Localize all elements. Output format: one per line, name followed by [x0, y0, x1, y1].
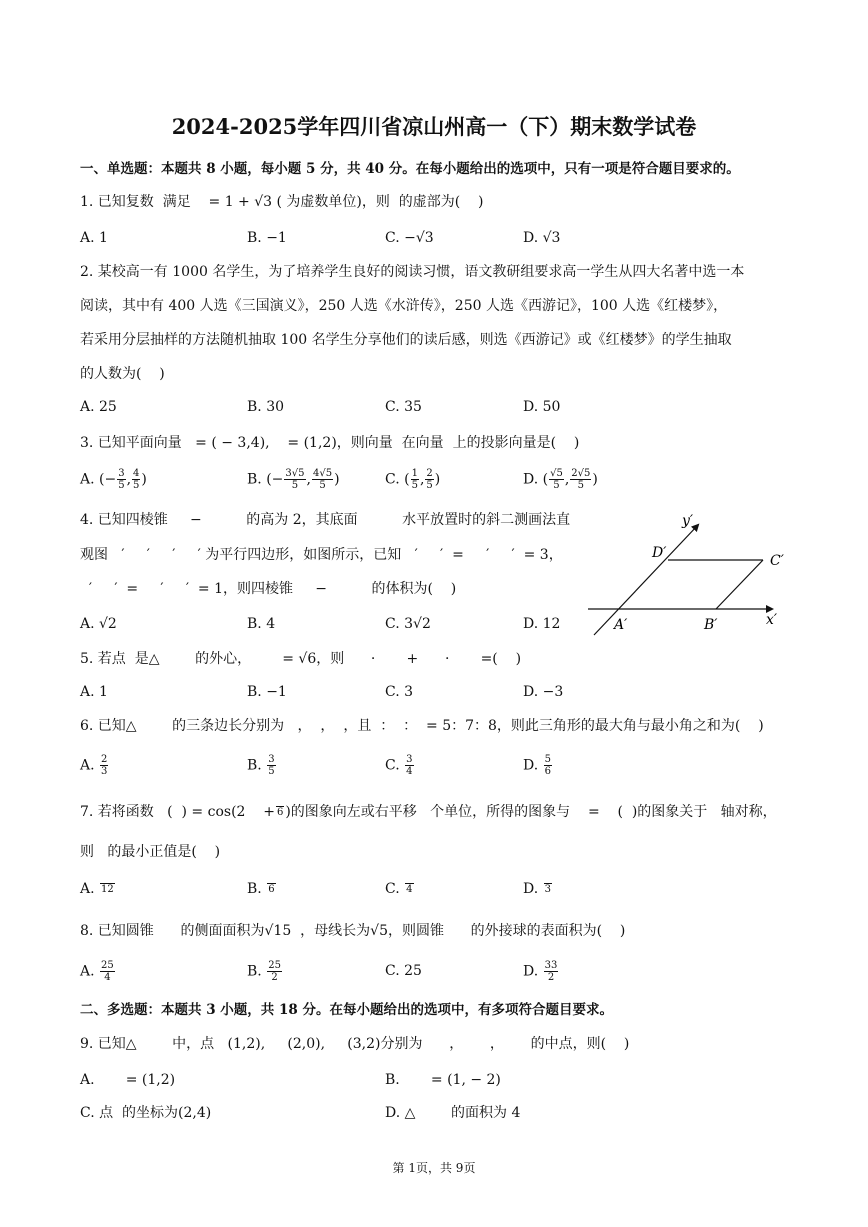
option-prefix: C. [385, 757, 405, 774]
denominator: 5 [319, 480, 326, 491]
separator: , [126, 471, 132, 488]
question-3-option-c [385, 468, 440, 491]
question-6-option-d [523, 754, 553, 777]
y-axis-line [594, 525, 698, 635]
fraction [405, 754, 413, 777]
question-7-option-d [523, 880, 553, 898]
denominator: 5 [577, 480, 585, 491]
denominator: 3 [101, 766, 108, 777]
question-7-stem [80, 803, 777, 821]
denominator: 4 [406, 884, 413, 895]
numerator: 4 [133, 468, 140, 479]
numerator: 2 [426, 468, 433, 479]
numerator: 25 [101, 960, 114, 971]
question-2-option-b: B. 30 [247, 399, 285, 415]
denominator: 5 [553, 480, 560, 491]
question-7-line-2: 则 的最小正值是( ) [80, 844, 221, 860]
label-a-prime: A′ [614, 617, 628, 633]
separator: , [306, 471, 311, 488]
question-7-option-c [385, 880, 415, 898]
label-x-prime: x′ [766, 612, 778, 628]
option-prefix: D. [523, 881, 543, 897]
question-4-line-3: ′ ′ = ′ ′ = 1，则四棱锥 − 的体积为( ) [80, 581, 457, 597]
option-prefix: C. ( [385, 471, 410, 488]
option-suffix: ) [592, 471, 598, 488]
fraction [100, 754, 108, 777]
fraction [425, 468, 433, 491]
option-prefix: C. [385, 881, 405, 897]
fraction [284, 468, 305, 491]
question-9-option-d: D. △ 的面积为 4 [385, 1105, 521, 1121]
option-prefix: B. [247, 881, 267, 897]
fraction [544, 754, 552, 777]
question-8-stem: 8. 已知圆锥 的侧面面积为√15 ，母线长为√5，则圆锥 的外接球的表面积为( ) [80, 923, 626, 939]
fraction [132, 468, 140, 491]
question-3-option-a [80, 468, 147, 491]
question-4-line-2: 观图 ′ ′ ′ ′ 为平行四边形，如图所示，已知 ′ ′ = ′ ′ = 3， [80, 547, 563, 563]
denominator: 3 [544, 884, 552, 895]
denominator: 5 [426, 480, 433, 491]
question-5-option-d: D. −3 [523, 684, 564, 700]
denominator: 12 [101, 884, 114, 895]
question-2-line-1: 2. 某校高一有 1000 名学生，为了培养学生良好的阅读习惯，语文教研组要求高一学生从四大名著中选一本 [80, 264, 745, 280]
question-7-option-a [80, 880, 116, 898]
option-prefix: B. [247, 757, 267, 774]
fraction [405, 883, 413, 895]
question-4-option-c: C. 3√2 [385, 616, 431, 632]
question-8-option-c: C. 25 [385, 963, 422, 979]
fraction [117, 468, 125, 491]
question-9-option-b: B. = (1, − 2) [385, 1072, 501, 1088]
numerator: 3√5 [285, 468, 305, 479]
question-1-option-d: D. √3 [523, 230, 561, 246]
question-6-option-b [247, 754, 277, 777]
numerator: 2√5 [571, 468, 591, 479]
numerator: 5 [544, 754, 552, 765]
option-prefix: D. ( [523, 471, 549, 488]
fraction [100, 883, 115, 895]
question-4-option-d: D. 12 [523, 616, 561, 632]
stem-part-b: )的图象向左或右平移 个单位，所得的图象与 = ( )的图象关于 轴对称， [285, 804, 777, 820]
denominator: 4 [104, 972, 111, 983]
fraction [411, 468, 419, 491]
fraction [544, 960, 559, 983]
oblique-parallelogram-figure [580, 505, 790, 640]
question-7-option-b [247, 880, 277, 898]
numerator: √5 [550, 468, 563, 479]
option-prefix: A. [80, 963, 100, 980]
option-prefix: B. (− [247, 471, 284, 488]
numerator: 3 [118, 468, 125, 479]
fraction [267, 754, 275, 777]
denominator: 5 [411, 480, 418, 491]
denominator: 5 [133, 480, 140, 491]
option-prefix: D. [523, 757, 543, 774]
option-prefix: A. [80, 757, 100, 774]
option-suffix: ) [141, 471, 147, 488]
option-prefix: A. [80, 881, 100, 897]
question-9-option-c: C. 点 的坐标为(2,4) [80, 1105, 212, 1121]
question-1-stem: 1. 已知复数 满足 = 1 + √3 ( 为虚数单位)，则 的虚部为( ) [80, 194, 484, 210]
numerator: 1 [411, 468, 418, 479]
question-3-stem: 3. 已知平面向量 = ( − 3,4), = (1,2)，则向量 在向量 上的投影向量是( ) [80, 435, 580, 451]
denominator: 5 [291, 480, 299, 491]
question-4-option-b: B. 4 [247, 616, 276, 632]
section-heading-multiple-choice: 二、多选题：本题共 3 小题，共 18 分。在每小题给出的选项中，有多项符合题目要求。 [80, 1002, 613, 1018]
question-3-option-d [523, 468, 598, 491]
numerator: 33 [544, 960, 558, 971]
fraction [570, 468, 591, 491]
question-5-option-c: C. 3 [385, 684, 414, 700]
stem-part-a: 7. 若将函数 ( ) = cos(2 + [80, 804, 275, 820]
denominator: 6 [544, 766, 552, 777]
question-4-line-1: 4. 已知四棱锥 − 的高为 2，其底面 水平放置时的斜二测画法直 [80, 512, 571, 528]
fraction [267, 960, 282, 983]
question-2-line-2: 阅读，其中有 400 人选《三国演义》，250 人选《水浒传》，250 人选《西游记》，100 人选《红楼梦》， [80, 298, 728, 314]
option-prefix: D. [523, 963, 543, 980]
fraction [100, 960, 115, 983]
question-9-stem: 9. 已知△ 中，点 (1,2), (2,0), (3,2)分别为 ， ， 的中点，则( ) [80, 1036, 630, 1052]
question-9-option-a: A. = (1,2) [80, 1072, 176, 1088]
label-c-prime: C′ [770, 553, 784, 569]
question-6-stem: 6. 已知△ 的三条边长分别为 ， ， ，且 ： ： = 5：7：8，则此三角形的最大角与最小角之和为( ) [80, 718, 764, 734]
question-2-option-d: D. 50 [523, 399, 561, 415]
numerator: 3 [268, 754, 275, 765]
question-3-option-b [247, 468, 340, 491]
denominator: 2 [547, 972, 555, 983]
denominator: 6 [268, 884, 275, 895]
fraction [312, 468, 333, 491]
page-title: 2024-2025学年四川省凉山州高一（下）期末数学试卷 [171, 114, 697, 139]
denominator: 5 [118, 480, 125, 491]
option-prefix: B. [247, 963, 267, 980]
numerator: 4√5 [312, 468, 333, 479]
fraction [276, 806, 284, 818]
question-2-line-3: 若采用分层抽样的方法随机抽取 100 名学生分享他们的读后感，则选《西游记》或《红楼梦》的学生抽取 [80, 332, 732, 348]
label-d-prime: D′ [652, 545, 667, 561]
question-1-option-b: B. −1 [247, 230, 287, 246]
denominator: 6 [276, 807, 284, 818]
option-suffix: ) [334, 471, 340, 488]
numerator: 3 [406, 754, 413, 765]
denominator: 4 [406, 766, 413, 777]
question-2-line-4: 的人数为( ) [80, 366, 165, 382]
fraction [267, 883, 275, 895]
question-1-option-c: C. −√3 [385, 230, 434, 246]
question-4-option-a: A. √2 [80, 616, 117, 632]
separator: , [419, 471, 425, 488]
section-heading-single-choice: 一、单选题：本题共 8 小题，每小题 5 分，共 40 分。在每小题给出的选项中，只有一项是符合题目要求的。 [80, 161, 740, 177]
label-y-prime: y′ [682, 513, 694, 529]
question-8-option-b [247, 960, 283, 983]
fraction [544, 883, 552, 895]
option-suffix: ) [434, 471, 441, 488]
question-6-option-a [80, 754, 109, 777]
question-5-option-b: B. −1 [247, 684, 287, 700]
denominator: 2 [271, 972, 278, 983]
separator: , [564, 471, 570, 488]
question-5-stem: 5. 若点 是△ 的外心， = √6，则 · + · =( ) [80, 651, 522, 667]
label-b-prime: B′ [704, 617, 718, 633]
question-6-option-c [385, 754, 415, 777]
denominator: 5 [268, 766, 275, 777]
fraction [549, 468, 564, 491]
question-8-option-d [523, 960, 559, 983]
edge-c-b [716, 560, 763, 609]
option-prefix: A. (− [80, 471, 117, 488]
numerator: 2 [101, 754, 108, 765]
numerator: 25 [268, 960, 281, 971]
question-1-option-a: A. 1 [80, 230, 108, 246]
page-footer: 第 1页，共 9页 [392, 1161, 476, 1175]
question-2-option-a: A. 25 [80, 399, 117, 415]
question-5-option-a: A. 1 [80, 684, 108, 700]
question-2-option-c: C. 35 [385, 399, 422, 415]
question-8-option-a [80, 960, 116, 983]
